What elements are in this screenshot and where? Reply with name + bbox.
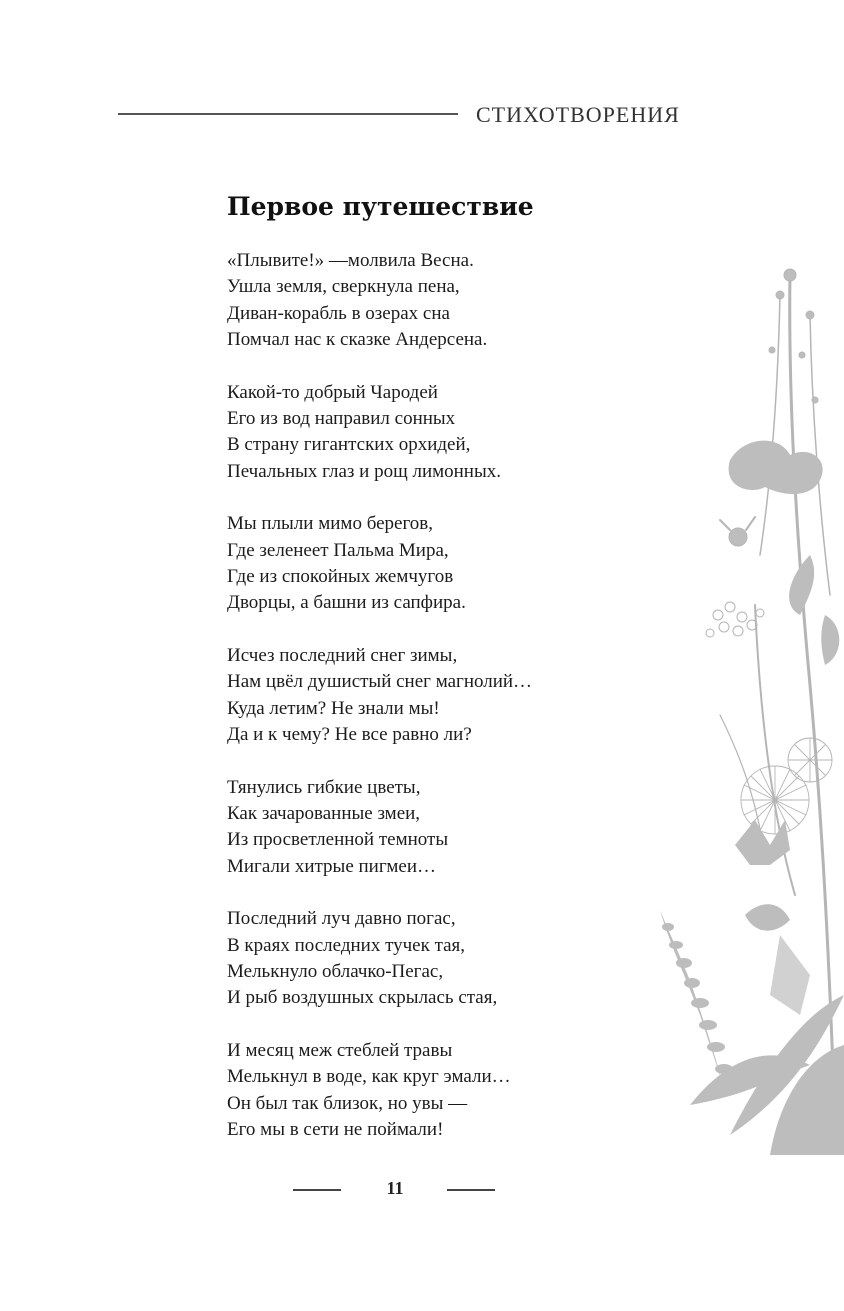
poem-line: Какой-то добрый Чародей xyxy=(227,381,438,403)
poem-line: Дворцы, а башни из сапфира. xyxy=(227,592,466,614)
poem-line: Его мы в сети не поймали! xyxy=(227,1118,444,1140)
section-title: СТИХОТВОРЕНИЯ xyxy=(476,102,680,127)
poem-line: Где из спокойных жемчугов xyxy=(227,566,454,588)
poem-line: Тянулись гибкие цветы, xyxy=(227,776,421,798)
stanza xyxy=(227,248,667,354)
poem-body xyxy=(227,248,667,1169)
wildflowers-illustration-icon xyxy=(660,255,844,1155)
stanza xyxy=(227,906,667,1012)
stanza xyxy=(227,775,667,881)
poem-line: Ушла земля, сверкнула пена, xyxy=(227,276,460,298)
poem-line: Печальных глаз и рощ лимонных. xyxy=(227,460,501,482)
stanza xyxy=(227,380,667,486)
poem-line: Где зеленеет Пальма Мира, xyxy=(227,539,449,561)
page-number: 11 xyxy=(386,1178,404,1198)
poem-line: Помчал нас к сказке Андерсена. xyxy=(227,329,488,351)
poem-line: «Плывите!» —молвила Весна. xyxy=(227,250,474,271)
poem-line: Его из вод направил сонных xyxy=(227,408,456,430)
poem-line: Диван-корабль в озерах сна xyxy=(227,302,450,324)
poem-title: Первое путешествие xyxy=(227,192,534,221)
poem-line: Мигали хитрые пигмеи… xyxy=(227,855,437,877)
footer-rule-left xyxy=(293,1189,341,1191)
poem-line: Из просветленной темноты xyxy=(227,829,449,851)
stanza xyxy=(227,1038,667,1144)
stanza xyxy=(227,643,667,749)
poem-line: И рыб воздушных скрылась стая, xyxy=(227,987,498,1009)
poem-line: Мы плыли мимо берегов, xyxy=(227,513,434,535)
poem-line: Исчез последний снег зимы, xyxy=(227,644,458,666)
poem-line: Да и к чему? Не все равно ли? xyxy=(227,724,472,746)
poem-line: Мелькнул в воде, как круг эмали… xyxy=(227,1066,511,1088)
poem-line: Мелькнуло облачко-Пегас, xyxy=(227,960,444,982)
stanza xyxy=(227,511,667,617)
poem-line: В краях последних тучек тая, xyxy=(227,934,466,956)
poem-line: Он был так близок, но увы — xyxy=(227,1092,468,1114)
poem-line: Последний луч давно погас, xyxy=(227,908,456,930)
poem-line: Нам цвёл душистый снег магнолий… xyxy=(227,671,533,693)
poem-line: Куда летим? Не знали мы! xyxy=(227,697,440,719)
header-rule xyxy=(118,113,458,115)
poem-line: Как зачарованные змеи, xyxy=(227,802,421,824)
footer-rule-right xyxy=(447,1189,495,1191)
poem-line: И месяц меж стеблей травы xyxy=(227,1039,453,1061)
poem-line: В страну гигантских орхидей, xyxy=(227,434,471,456)
